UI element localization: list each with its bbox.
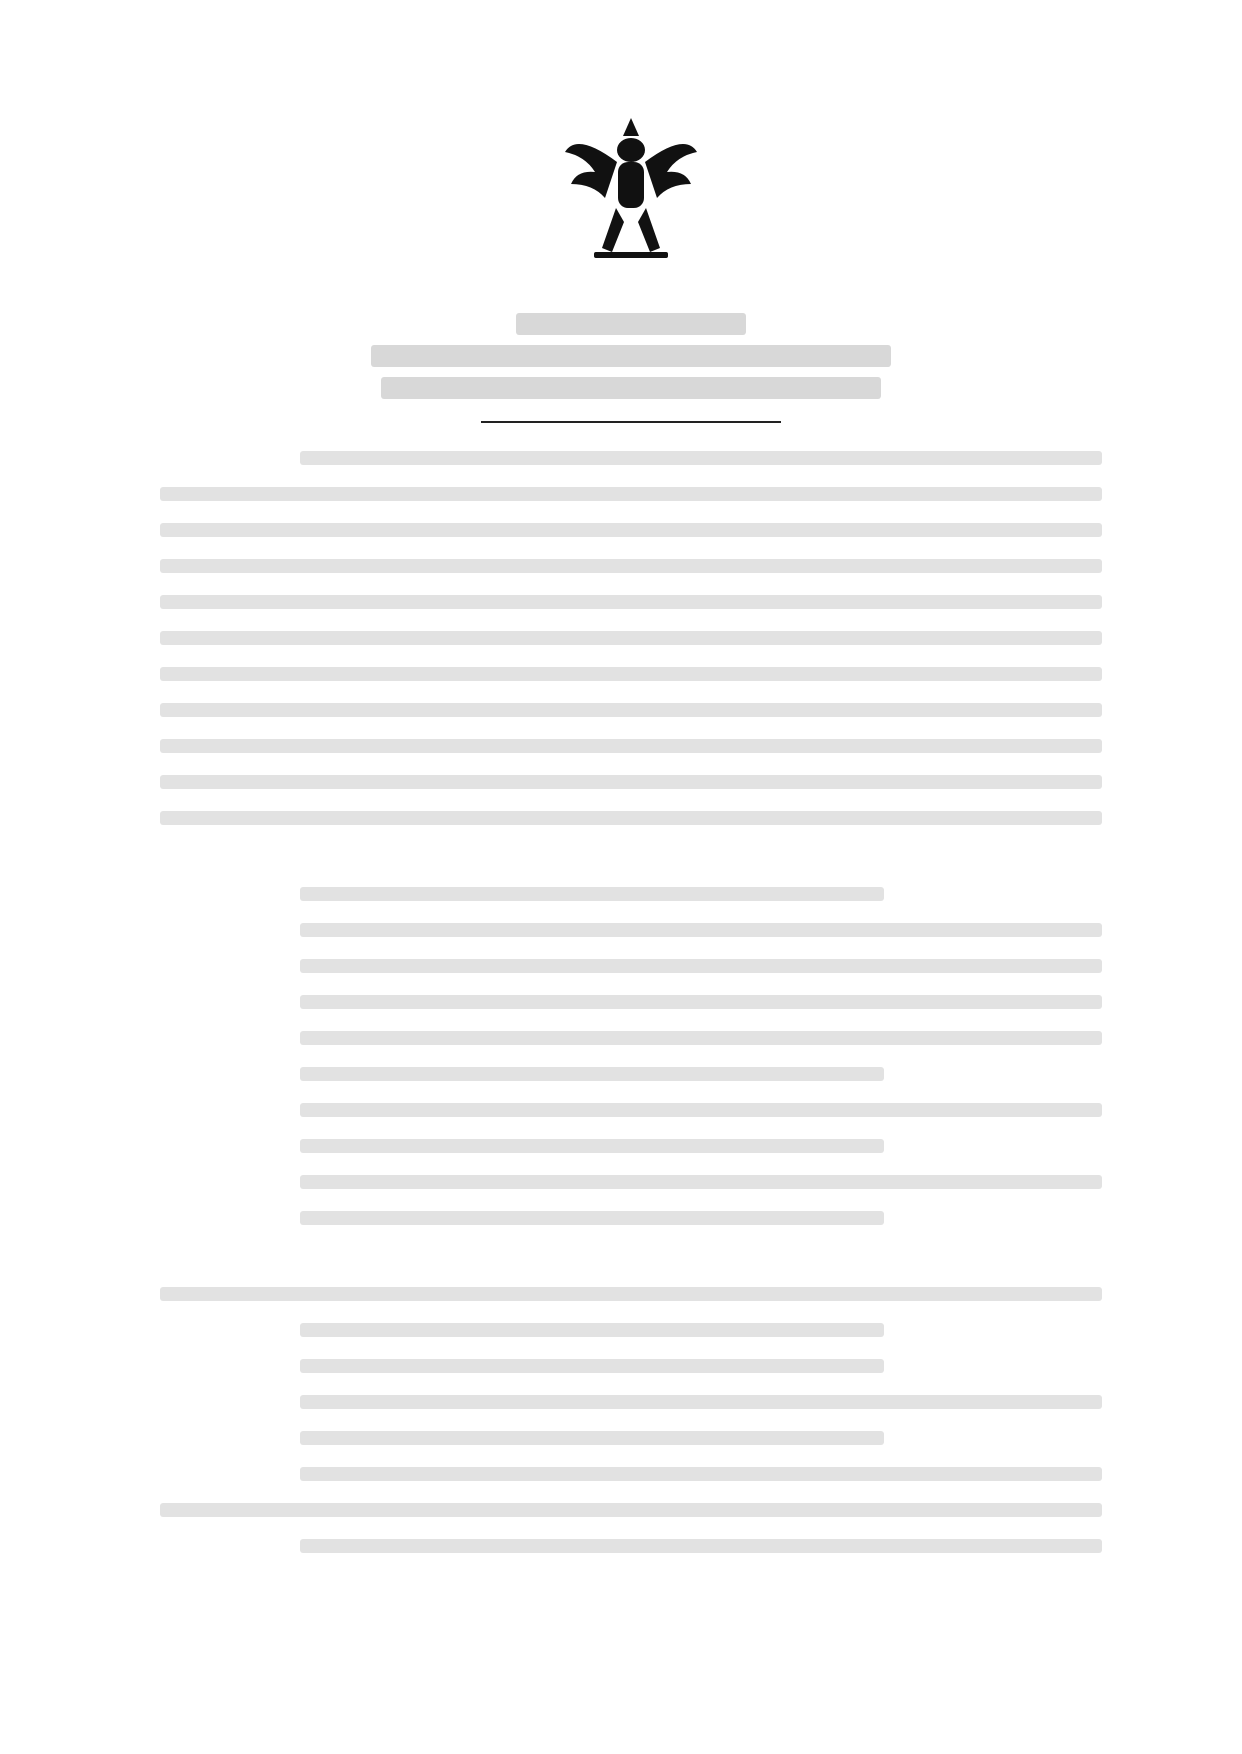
text-line xyxy=(160,739,1102,753)
text-line xyxy=(300,1175,1102,1189)
announcement-heading xyxy=(160,313,1102,399)
text-line xyxy=(160,559,1102,573)
text-line xyxy=(300,1467,1102,1481)
text-line xyxy=(300,1103,1102,1117)
text-line xyxy=(300,1211,884,1225)
text-line xyxy=(300,1067,884,1081)
text-line xyxy=(300,1539,1102,1553)
text-line xyxy=(300,923,1102,937)
text-line xyxy=(300,1323,884,1337)
text-line xyxy=(300,1139,884,1153)
text-line xyxy=(160,667,1102,681)
body-text xyxy=(160,451,1102,1553)
text-line xyxy=(300,1359,884,1373)
heading-line xyxy=(516,313,746,335)
text-line xyxy=(160,595,1102,609)
heading-divider xyxy=(481,421,781,423)
text-line xyxy=(300,995,1102,1009)
text-line xyxy=(160,487,1102,501)
text-line xyxy=(160,703,1102,717)
text-line xyxy=(300,1431,884,1445)
text-line xyxy=(300,887,884,901)
garuda-emblem-icon xyxy=(556,110,706,275)
heading-line xyxy=(381,377,881,399)
text-line xyxy=(300,1031,1102,1045)
text-line xyxy=(160,811,1102,825)
text-line xyxy=(300,1395,1102,1409)
heading-line xyxy=(371,345,891,367)
text-line xyxy=(160,523,1102,537)
text-line xyxy=(160,775,1102,789)
text-line xyxy=(160,631,1102,645)
text-line xyxy=(300,451,1102,465)
text-line xyxy=(160,1287,1102,1301)
text-line xyxy=(160,1503,1102,1517)
text-line xyxy=(300,959,1102,973)
